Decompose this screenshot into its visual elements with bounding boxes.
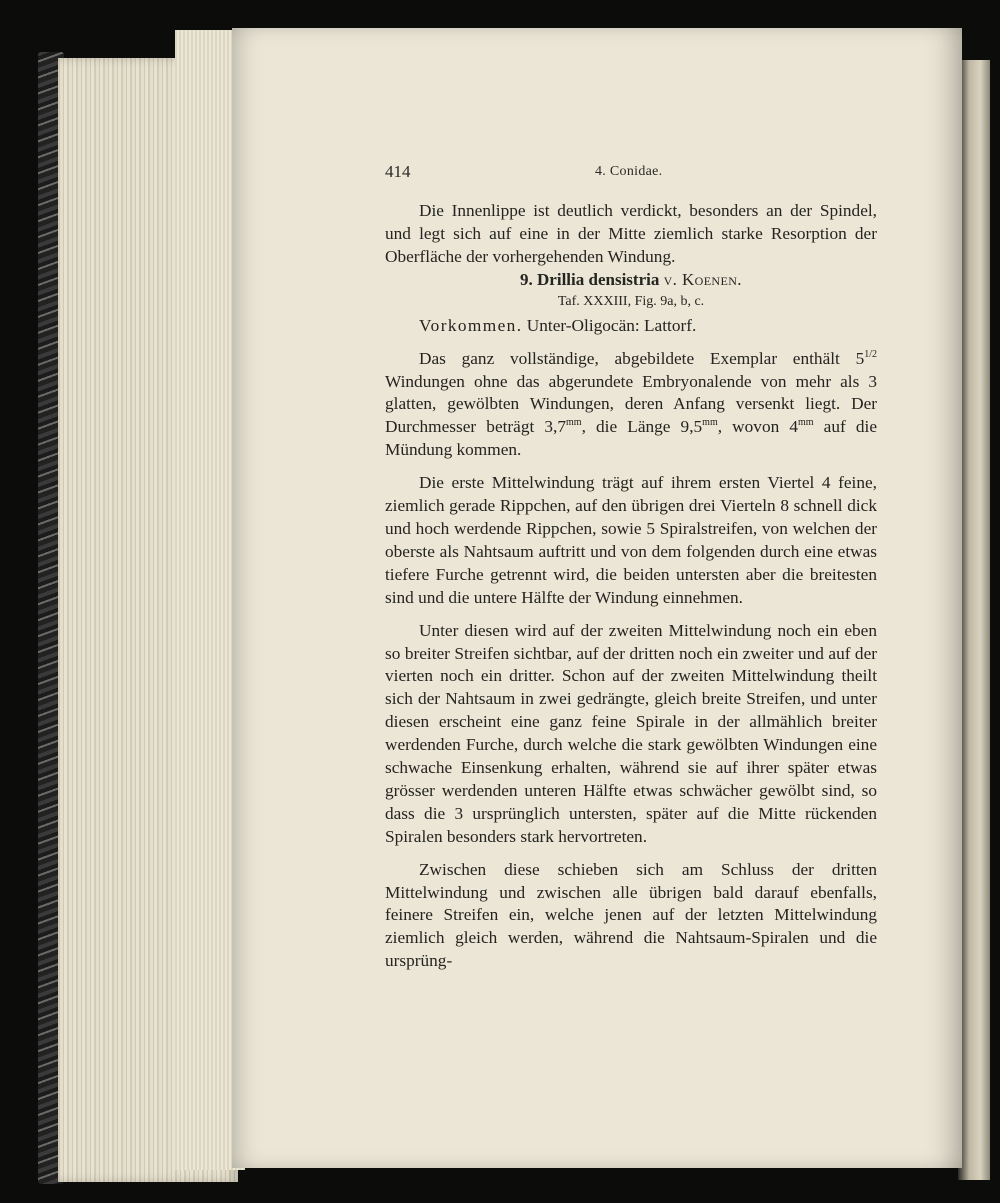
paragraph-streifen: Unter diesen wird auf der zweiten Mittelwindung noch ein eben so breiter Streifen sichtbar, auf der dritten noch ein zweiter und auf der vierten noch ein dritter. Schon auf der zweiten Mittelwindung theilt sich der Nahtsaum in zwei gedrängte, gleich breite Streifen, und unter diesen erscheint eine ganz feine Spirale in der allmählich breiter werdenden Furche, durch welche die stark gewölbten Windungen eine schwache Einsenkung erhalten, während sie auf ihrer später etwas grösser werdenden unteren Hälfte etwas schwächer gewölbt sind, so dass die 3 ursprünglich untersten, später auf die Mitte rückenden Spiralen besonders stark hervortreten. <box>385 620 877 846</box>
page-number: 414 <box>385 162 411 181</box>
unit-superscript: mm <box>566 417 582 429</box>
unit-superscript: mm <box>702 417 718 429</box>
text-segment: auf die Mündung kommen. <box>385 417 877 460</box>
occurrence-value: Unter-Oligocän: Lattorf. <box>526 315 697 335</box>
text-segment: , die Länge 9,5 <box>581 417 703 437</box>
text-segment: Windungen ohne das abgerundete Embryonalende von mehr als 3 glatten, gewölbten Windungen, deren Anfang versenkt liegt. Der Durchmesser beträgt 3,7 <box>385 371 877 437</box>
text-segment: , wovon 4 <box>717 417 798 437</box>
paragraph-exemplar <box>385 348 877 463</box>
paragraph-mittelwindung: Die erste Mittelwindung trägt auf ihrem ersten Viertel 4 feine, ziemlich gerade Rippchen, auf den übrigen drei Vierteln 8 schnell dick und hoch werdende Rippchen, sowie 5 Spiralstreifen, von welchen der oberste als Nahtsaum auftritt und von dem folgenden durch eine etwas tiefere Furche getrennt wird, die beiden untersten aber die breitesten sind und die untere Hälfte der Windung einnehmen. <box>385 473 877 607</box>
species-name: Drillia densistria <box>537 269 660 289</box>
unit-superscript: mm <box>798 417 814 429</box>
paragraph-zwischen: Zwischen diese schieben sich am Schluss der dritten Mittelwindung und zwischen alle übrigen bald darauf ebenfalls, feinere Streifen ein, welche jenen auf der letzten Mittelwindung ziemlich gleich werden, während die Nahtsaum-Spiralen und die ursprüng- <box>385 859 877 971</box>
species-author: v. Koenen. <box>663 269 742 289</box>
occurrence-label: Vorkommen. <box>419 315 523 335</box>
species-number: 9. <box>520 269 533 289</box>
running-head: 4. Conidae. <box>595 164 663 179</box>
facing-page-edge <box>958 60 990 1180</box>
occurrence-line <box>385 315 877 338</box>
plate-reference: Taf. XXXIII, Fig. 9a, b, c. <box>557 293 705 309</box>
page-header <box>385 162 877 184</box>
paragraph-innenlippe: Die Innenlippe ist deutlich verdickt, besonders an der Spindel, und legt sich auf eine in der Mitte ziemlich starke Resorption der Oberfläche der vorhergehenden Windung. <box>385 201 877 266</box>
body-text <box>385 200 877 973</box>
text-segment: Das ganz vollständige, abgebildete Exemplar enthält 5 <box>419 348 865 368</box>
species-heading <box>385 269 877 291</box>
fraction-superscript: 1/2 <box>864 348 877 360</box>
